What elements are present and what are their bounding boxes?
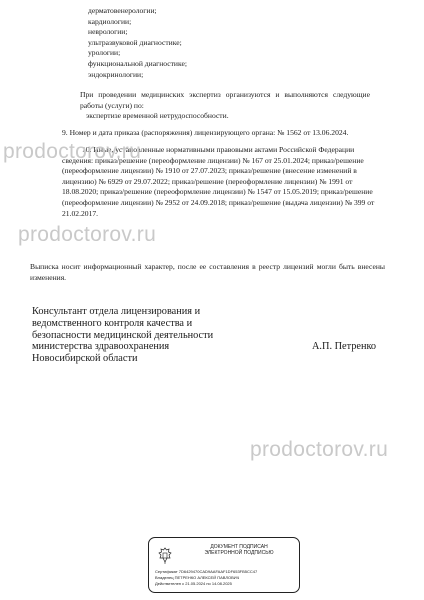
- signatory-line: безопасности медицинской деятельности: [32, 329, 214, 341]
- specialty-item: неврологии;: [88, 27, 128, 37]
- electronic-signature-stamp: [148, 537, 300, 593]
- specialty-item: ультразвуковой диагностике;: [88, 37, 182, 47]
- signatory-line: Новосибирской области: [32, 353, 138, 365]
- stamp-owner: Владелец ПЕТРЕНКО АЛЕКСЕЙ ПАВЛОВИЧ: [155, 575, 240, 580]
- specialty-item: кардиологии;: [88, 16, 132, 26]
- signatory-position: [32, 306, 213, 365]
- other-info-body: сведения: приказ/решение (переоформление лицензии) № 167 от 25.01.2024; приказ/решение (переоформление лицензии) № 1910 от 27.07.2023; приказ/решение (внесение изменений в лицензию) № 6929 от 29.07.2022; приказ/решение (переоформление лицензии) № 1991 от 18.08.2020; приказ/решение (переоформление лицензии) № 1547 от 15.05.2019; приказ/решение (переоформление лицензии) № 2952 от 24.09.2018; приказ/решение (выдача лицензии) № 399 от 21.02.2017.: [62, 155, 375, 218]
- watermark: prodoctorov.ru: [3, 140, 142, 163]
- specialty-item: урологии;: [88, 48, 121, 58]
- signatory-name: А.П. Петренко: [312, 341, 377, 352]
- watermark: prodoctorov.ru: [250, 438, 389, 461]
- order-number-item: 9. Номер и дата приказа (распоряжения) лицензирующего органа: № 1562 от 13.06.2024.: [62, 128, 349, 137]
- specialty-item: функциональной диагностике;: [88, 58, 187, 68]
- signatory-line: министерства здравоохранения: [32, 341, 170, 353]
- stamp-title: ДОКУМЕНТ ПОДПИСАН ЭЛЕКТРОННОЙ ПОДПИСЬЮ: [204, 544, 274, 557]
- specialty-item: эндокринологии;: [88, 69, 144, 79]
- expertise-paragraph: При проведении медицинских экспертиз организуются и выполняются следующие работы (услуги) по:: [80, 90, 370, 110]
- expertise-item: экспертизе временной нетрудоспособности.: [86, 111, 229, 120]
- disclaimer-notice: Выписка носит информационный характер, после ее составления в реестр лицензий могли быть внесены изменения.: [30, 262, 385, 282]
- signatory-line: ведомственного контроля качества и: [32, 317, 193, 329]
- stamp-validity: Действителен с 21.05.2024 по 14.08.2025: [155, 581, 232, 586]
- other-info-heading: 10. Иные, установленные нормативными правовыми актами Российской Федерации: [82, 145, 355, 154]
- stamp-details: [155, 569, 257, 587]
- specialty-item: дерматовенерологии;: [88, 6, 157, 15]
- stamp-certificate: Сертификат 7D6429470CAD9AAFAAF1DF653FB5CC47: [155, 569, 258, 574]
- specialty-list: [88, 6, 187, 80]
- watermark: prodoctorov.ru: [18, 223, 157, 246]
- signatory-line: Консультант отдела лицензирования и: [32, 306, 201, 317]
- coat-of-arms-icon: [157, 547, 173, 565]
